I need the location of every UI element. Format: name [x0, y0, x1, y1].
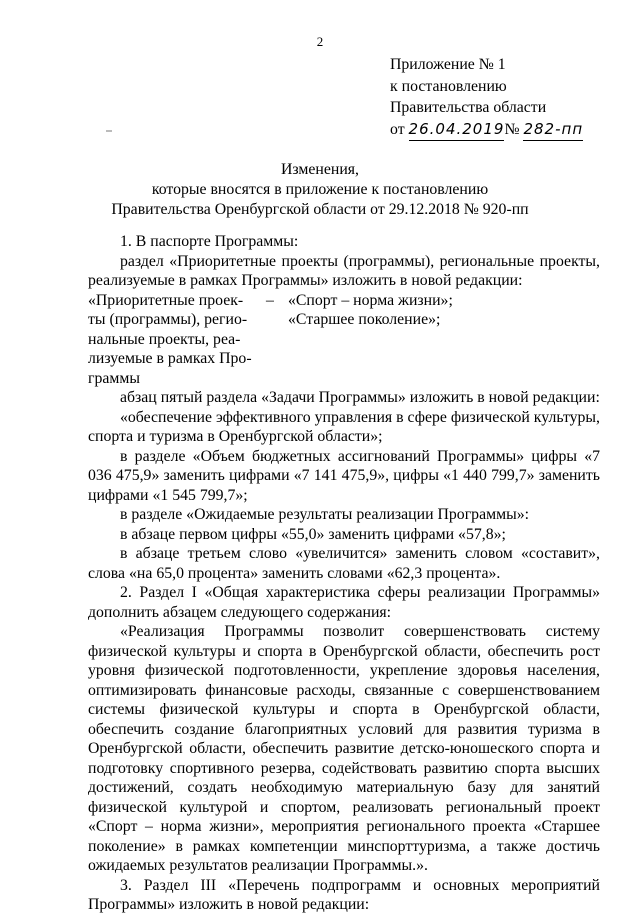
number-sign: № — [504, 120, 520, 138]
handwritten-number: 282-пп — [523, 119, 583, 142]
paragraph-4: «обеспечение эффективного управления в сфере физической культуры, спорта и туризма в Оренбургской области»; — [88, 408, 600, 445]
passport-table — [88, 291, 600, 389]
table-right-line-2: «Старшее поколение»; — [288, 311, 441, 328]
paragraph-8: в абзаце третьем слово «увеличится» заменить словом «составит», слова «на 65,0 процента» заменить словами «62,3 процента». — [88, 545, 600, 582]
table-right-line-1: «Спорт – норма жизни»; — [288, 291, 453, 309]
paragraph-3: абзац пятый раздела «Задачи Программы» изложить в новой редакции: — [120, 389, 600, 406]
table-right-cell — [288, 291, 600, 389]
paragraph-9: 2. Раздел I «Общая характеристика сферы реализации Программы» дополнить абзацем следующего содержания: — [88, 584, 600, 621]
paragraph-1: 1. В паспорте Программы: — [120, 233, 299, 250]
paragraph-5: в разделе «Объем бюджетных ассигнований Программы» цифры «7 036 475,9» заменить цифрами «7 141 475,9», цифры «1 440 799,7» заменить цифрами «1 545 799,7»; — [88, 447, 600, 504]
from-prefix: от — [390, 120, 405, 138]
paragraph-11: 3. Раздел III «Перечень подпрограмм и основных мероприятий Программы» изложить в новой редакции: — [88, 876, 600, 913]
table-left-cell: «Приоритетные проек-ты (программы), регио-нальные проекты, реа-лизуемые в рамках Про-граммы — [88, 291, 252, 387]
title-line-2: которые вносятся в приложение к постановлению — [151, 181, 489, 198]
paragraph-6: в разделе «Ожидаемые результаты реализации Программы»: — [120, 506, 529, 523]
appendix-line-1: Приложение № 1 — [390, 56, 506, 73]
document-body — [88, 232, 600, 915]
page-number: 2 — [316, 34, 324, 49]
appendix-line-2: к постановлению — [390, 77, 507, 95]
paragraph-2: раздел «Приоритетные проекты (программы), региональные проекты, реализуемые в рамках Программы» изложить в новой редакции: — [88, 252, 600, 289]
appendix-header — [390, 54, 583, 141]
title-line-1: Изменения, — [280, 161, 360, 178]
document-title — [0, 160, 640, 220]
scan-mark — [106, 130, 112, 132]
paragraph-7: в абзаце первом цифры «55,0» заменить цифрами «57,8»; — [120, 525, 506, 543]
handwritten-date: 26.04.2019 — [409, 119, 505, 142]
paragraph-10: «Реализация Программы позволит совершенствовать систему физической культуры и спорта в Оренбургской области, обеспечить рост уровня физической подготовленности, укрепление здоровья населения, оптимизировать финансовые расходы, связанные с совершенствованием системы физической культуры и спорта в Оренбургской области, обеспечить создание благоприятных условий для развития туризма в Оренбургской области, обеспечить развитие детско-юношеского спорта и подготовку спортивного резерва, содействовать развитию спорта высших достижений, создать необходимую материальную базу для занятий физической культурой и спортом, реализовать региональный проект «Спорт – норма жизни», мероприятия регионального проекта «Старшее поколение» в рамках компетенции минспорттуризма, а также достичь ожидаемых результатов реализации Программы.». — [88, 623, 600, 874]
table-dash: – — [266, 291, 274, 309]
appendix-line-3: Правительства области — [390, 99, 547, 116]
appendix-date-line — [390, 119, 583, 142]
title-line-3: Правительства Оренбургской области от 29.12.2018 № 920-пп — [111, 201, 529, 218]
